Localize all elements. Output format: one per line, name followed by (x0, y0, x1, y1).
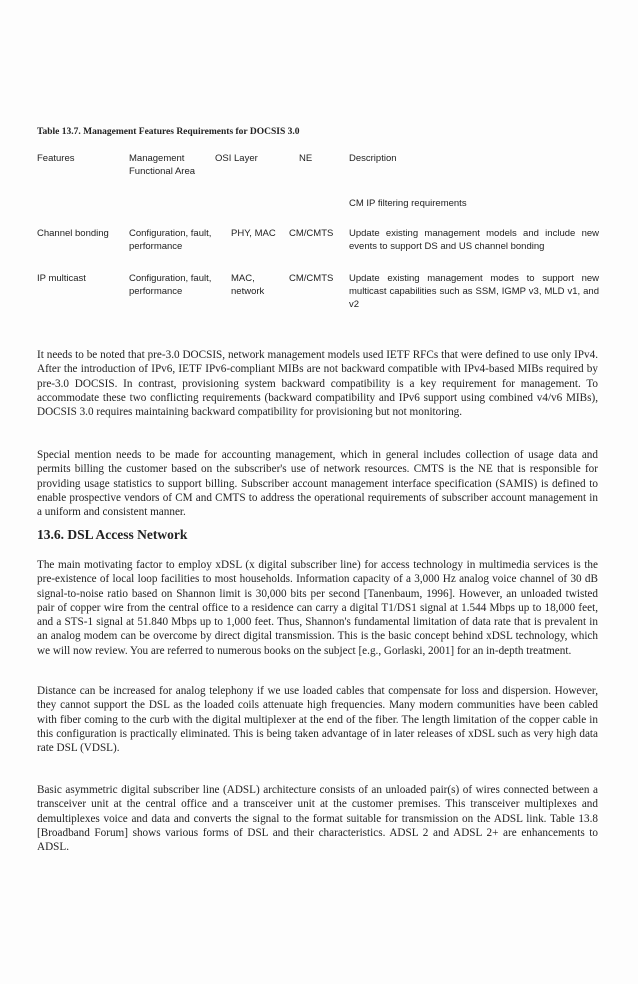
cell-ne: CM/CMTS (289, 273, 334, 284)
cell-description: Update existing management modes to support new multicast capabilities such as SSM, IGMP v3, MLD v1, and v2 (349, 273, 599, 310)
header-management-functional-area: Management Functional Area (129, 153, 196, 177)
paragraph: It needs to be noted that pre-3.0 DOCSIS, network management models used IETF RFCs that were defined to use only IPv4. After the introduction of IPv6, IETF IPv6-compliant MIBs are not backward compatible with IPv4-based MIBs required by pre-3.0 DOCSIS. In contrast, provisioning system backward compatibility is a key requirement for management. To accommodate these two conflicting requirements (backward compatibility and IPv6 support using combined v4/v6 MIBs), DOCSIS 3.0 requires maintaining backward compatibility for provisioning but not monitoring. (37, 349, 598, 419)
section-heading: 13.6. DSL Access Network (37, 527, 188, 542)
paragraph: Special mention needs to be made for accounting management, which in general includes collection of usage data and permits billing the customer based on the subscriber's use of network resources. CMTS is the NE that is responsible for providing usage statistics to support billing. Subscriber account management interface specification (SAMIS) is defined to enable prospective vendors of CM and CMTS to address the operational requirements of subscriber account management in a uniform and consistent manner. (37, 449, 598, 519)
header-features: Features (37, 153, 75, 164)
cell-feature: Channel bonding (37, 228, 109, 239)
table-row-cm-ip-filtering (37, 197, 597, 211)
cell-description: Update existing management models and include new events to support DS and US channel bonding (349, 228, 599, 252)
header-osi-layer: OSI Layer (215, 153, 258, 164)
cell-area: Configuration, fault, performance (129, 273, 212, 297)
table-caption: Table 13.7. Management Features Requirements for DOCSIS 3.0 (37, 127, 300, 137)
cell-description: CM IP filtering requirements (349, 198, 467, 209)
cell-feature: IP multicast (37, 273, 86, 284)
table-row (37, 272, 597, 314)
table-header-row (37, 152, 597, 180)
table-row (37, 227, 597, 255)
cell-osi-layer: MAC, network (231, 273, 265, 297)
paragraph: The main motivating factor to employ xDSL (x digital subscriber line) for access technology in multimedia services is the pre-existence of local loop facilities to most households. Information capacity of a 3,000 Hz analog voice channel of 30 dB signal-to-noise ratio based on Shannon limit is 30,000 bits per second [Tanenbaum, 1996]. However, an unloaded twisted pair of copper wire from the central office to a residence can carry a digital T1/DS1 signal at 1.544 Mbps up to 18,000 feet, and a STS-1 signal at 51.840 Mbps up to 1,000 feet. Thus, Shannon's fundamental limitation of data rate that is prevalent in an analog modem can be overcome by direct digital transmission. This is the basic concept behind xDSL technology, which we will now review. You are referred to numerous books on the subject [e.g., Gorlaski, 2001] for an in-depth treatment. (37, 559, 598, 657)
cell-osi-layer: PHY, MAC (231, 228, 276, 239)
paragraph: Basic asymmetric digital subscriber line (ADSL) architecture consists of an unloaded pair(s) of wires connected between a transceiver unit at the central office and a transceiver unit at the customer premises. This transceiver multiplexes and demultiplexes voice and data and converts the signal to the format suitable for transmission on the ADSL link. Table 13.8 [Broadband Forum] shows various forms of DSL and their characteristics. ADSL 2 and ADSL 2+ are enhancements to ADSL. (37, 784, 598, 854)
cell-area: Configuration, fault, performance (129, 228, 212, 252)
paragraph: Distance can be increased for analog telephony if we use loaded cables that compensate for loss and dispersion. However, they cannot support the DSL as the loaded coils attenuate high frequencies. Many modern communities have been cabled with fiber coming to the curb with the digital multiplexer at the end of the fiber. The length limitation of the copper cable in this configuration is practically eliminated. This is being taken advantage of in later releases of xDSL such as very high data rate DSL (VDSL). (37, 685, 598, 755)
header-description: Description (349, 153, 397, 164)
header-ne: NE (299, 153, 313, 164)
cell-ne: CM/CMTS (289, 228, 334, 239)
